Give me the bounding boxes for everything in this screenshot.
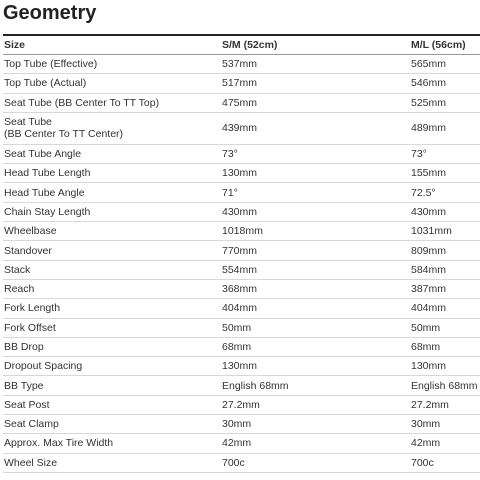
cell-sm: 537mm bbox=[222, 55, 411, 74]
table-row bbox=[3, 318, 480, 337]
cell-ml: 72.5° bbox=[411, 183, 480, 202]
table-row bbox=[3, 222, 480, 241]
table-row bbox=[3, 299, 480, 318]
cell-sm: 368mm bbox=[222, 279, 411, 298]
table-row bbox=[3, 260, 480, 279]
row-label-text: Seat Post bbox=[4, 398, 50, 411]
cell-ml: 489mm bbox=[411, 112, 480, 144]
table-body bbox=[3, 55, 480, 473]
cell-sm: English 68mm bbox=[222, 376, 411, 395]
row-label-text: Fork Length bbox=[4, 302, 61, 315]
cell-sm: 73° bbox=[222, 144, 411, 163]
row-label bbox=[3, 202, 222, 221]
row-label bbox=[3, 55, 222, 74]
cell-ml: 42mm bbox=[411, 434, 480, 453]
table-row bbox=[3, 434, 480, 453]
cell-sm: 130mm bbox=[222, 164, 411, 183]
table-row bbox=[3, 376, 480, 395]
row-label bbox=[3, 395, 222, 414]
cell-sm: 517mm bbox=[222, 74, 411, 93]
row-label-text: BB Drop bbox=[4, 341, 44, 353]
cell-ml: 68mm bbox=[411, 337, 480, 356]
cell-ml: 546mm bbox=[411, 74, 480, 93]
cell-sm: 475mm bbox=[222, 93, 411, 112]
cell-ml: English 68mm bbox=[411, 376, 480, 395]
header-size: Size bbox=[3, 35, 222, 55]
cell-ml: 387mm bbox=[411, 279, 480, 298]
table-row bbox=[3, 202, 480, 221]
cell-sm: 439mm bbox=[222, 112, 411, 144]
cell-ml: 700c bbox=[411, 453, 480, 472]
cell-sm: 42mm bbox=[222, 434, 411, 453]
row-label-text: Chain Stay Length bbox=[4, 205, 91, 218]
row-label-text: Seat Clamp bbox=[4, 418, 59, 431]
cell-sm: 700c bbox=[222, 453, 411, 472]
table-row bbox=[3, 183, 480, 202]
table-row bbox=[3, 164, 480, 183]
row-label bbox=[3, 144, 222, 163]
row-label-subtext: (BB Center To TT Center) bbox=[4, 128, 124, 141]
row-label-text: Standover bbox=[4, 244, 52, 257]
table-row bbox=[3, 74, 480, 93]
row-label bbox=[3, 434, 222, 453]
header-ml: M/L (56cm) bbox=[411, 35, 480, 55]
cell-ml: 73° bbox=[411, 144, 480, 163]
row-label bbox=[3, 112, 222, 144]
cell-sm: 554mm bbox=[222, 260, 411, 279]
row-label bbox=[3, 376, 222, 395]
cell-ml: 565mm bbox=[411, 55, 480, 74]
row-label bbox=[3, 279, 222, 298]
row-label-text: Stack bbox=[4, 263, 31, 276]
row-label-text: Fork Offset bbox=[4, 321, 56, 334]
row-label-text: Seat Tube (BB Center To TT Top) bbox=[4, 96, 160, 109]
cell-sm: 27.2mm bbox=[222, 395, 411, 414]
cell-sm: 770mm bbox=[222, 241, 411, 260]
table-header-row bbox=[3, 35, 480, 55]
row-label-text: Reach bbox=[4, 283, 35, 296]
row-label bbox=[3, 318, 222, 337]
cell-ml: 525mm bbox=[411, 93, 480, 112]
table-row bbox=[3, 453, 480, 472]
cell-ml: 404mm bbox=[411, 299, 480, 318]
cell-sm: 1018mm bbox=[222, 222, 411, 241]
row-label bbox=[3, 93, 222, 112]
cell-ml: 430mm bbox=[411, 202, 480, 221]
row-label-text: Top Tube (Actual) bbox=[4, 77, 87, 90]
cell-sm: 68mm bbox=[222, 337, 411, 356]
table-row bbox=[3, 144, 480, 163]
row-label bbox=[3, 357, 222, 376]
table-row bbox=[3, 93, 480, 112]
row-label bbox=[3, 337, 222, 356]
page-title: Geometry bbox=[3, 2, 97, 24]
row-label bbox=[3, 415, 222, 434]
row-label-text: BB Type bbox=[4, 379, 44, 392]
row-label-text: Seat Tube Angle bbox=[4, 148, 82, 161]
row-label bbox=[3, 74, 222, 93]
row-label-text: Head Tube Length bbox=[4, 167, 91, 180]
row-label-text: Approx. Max Tire Width bbox=[4, 437, 114, 450]
row-label bbox=[3, 453, 222, 472]
row-label-text: Wheel Size bbox=[4, 456, 58, 469]
header-sm: S/M (52cm) bbox=[222, 35, 411, 55]
table-row bbox=[3, 337, 480, 356]
cell-ml: 30mm bbox=[411, 415, 480, 434]
row-label bbox=[3, 299, 222, 318]
cell-ml: 809mm bbox=[411, 241, 480, 260]
table-row bbox=[3, 241, 480, 260]
row-label-text: Dropout Spacing bbox=[4, 360, 83, 373]
table-row bbox=[3, 357, 480, 376]
table-row bbox=[3, 279, 480, 298]
row-label-text: Top Tube (Effective) bbox=[4, 58, 98, 71]
cell-ml: 584mm bbox=[411, 260, 480, 279]
cell-ml: 1031mm bbox=[411, 222, 480, 241]
cell-sm: 30mm bbox=[222, 415, 411, 434]
row-label bbox=[3, 222, 222, 241]
row-label bbox=[3, 164, 222, 183]
table-row bbox=[3, 395, 480, 414]
cell-ml: 50mm bbox=[411, 318, 480, 337]
cell-ml: 155mm bbox=[411, 164, 480, 183]
cell-ml: 27.2mm bbox=[411, 395, 480, 414]
table-row bbox=[3, 55, 480, 74]
cell-sm: 430mm bbox=[222, 202, 411, 221]
row-label bbox=[3, 260, 222, 279]
cell-sm: 50mm bbox=[222, 318, 411, 337]
row-label-text: Seat Tube bbox=[4, 116, 52, 129]
cell-ml: 130mm bbox=[411, 357, 480, 376]
row-label-text: Head Tube Angle bbox=[4, 186, 85, 199]
row-label-text: Wheelbase bbox=[4, 225, 57, 238]
cell-sm: 404mm bbox=[222, 299, 411, 318]
geometry-table bbox=[3, 34, 480, 473]
row-label bbox=[3, 241, 222, 260]
row-label bbox=[3, 183, 222, 202]
table-row bbox=[3, 415, 480, 434]
cell-sm: 130mm bbox=[222, 357, 411, 376]
table-row bbox=[3, 112, 480, 144]
cell-sm: 71° bbox=[222, 183, 411, 202]
